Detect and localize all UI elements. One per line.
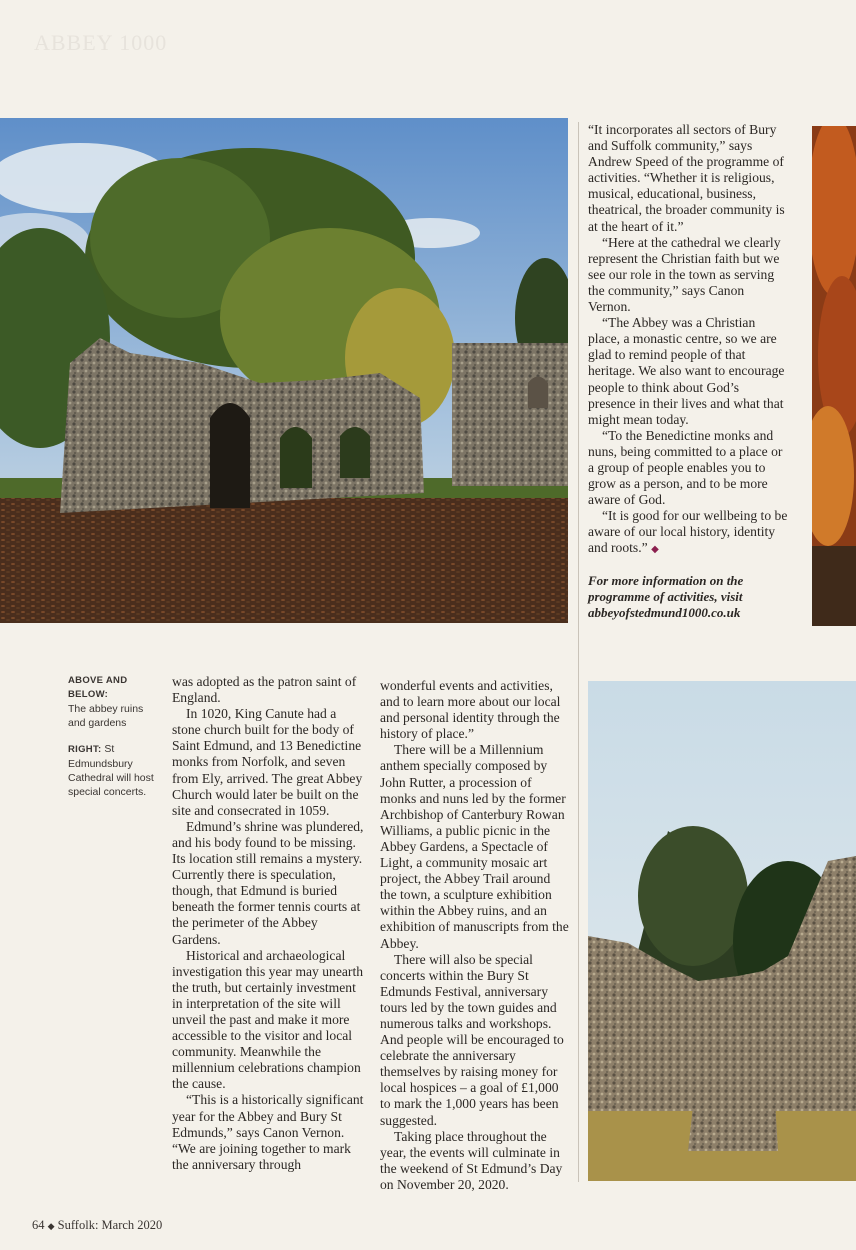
page-footer xyxy=(32,1218,162,1233)
body-paragraph: There will also be special concerts within the Bury St Edmunds Festival, anniversary tours led by the town guides and numerous talks and workshops. And people will be encouraged to celebrate the anniversary themselves by raising money for local hospices – a goal of £1,000 to mark the 1,000 years has been suggested. xyxy=(380,951,564,1128)
quote-paragraph: “It is good for our wellbeing to be aware of our local history, identity and roots.” ◆ xyxy=(588,508,788,556)
caption-label: ABOVE AND BELOW: xyxy=(68,675,128,700)
autumn-foliage-photo xyxy=(812,126,856,626)
abbey-ruins-photo xyxy=(0,118,568,623)
body-paragraph: Edmund’s shrine was plundered, and his body found to be missing. Its location still remains a mystery. Currently there is speculation, though, that Edmund is buried beneath the former tennis courts at the perimeter of the Abbey Gardens. xyxy=(172,818,364,947)
body-paragraph: Historical and archaeological investigation this year may unearth the truth, but certainly investment in interpretation of the site will unveil the past and make it more accessible to the visitor and local community. Meanwhile the millennium celebrations champion the cause. xyxy=(172,947,364,1092)
caption-right xyxy=(68,742,160,799)
quote-paragraph: “To the Benedictine monks and nuns, being committed to a place or a group of people enables you to grow as a person, and to be more aware of God. xyxy=(588,427,783,508)
abbey-gardens-photo xyxy=(588,681,856,1181)
body-paragraph: “This is a historically significant year for the Abbey and Bury St Edmunds,” says Canon Vernon. “We are joining together to mark the anniversary through xyxy=(172,1092,364,1172)
caption-label: RIGHT: xyxy=(68,744,102,755)
caption-text: St Edmundsbury Cathedral will host special concerts. xyxy=(68,743,154,798)
quote-column xyxy=(588,122,788,621)
body-column-2 xyxy=(380,678,570,1193)
quote-paragraph: “It incorporates all sectors of Bury and Suffolk community,” says Andrew Speed of the programme of activities. “Whether it is religious, musical, educational, business, theatrical, the broader community is at the heart of it.” xyxy=(588,122,785,234)
more-info-note: For more information on the programme of activities, visit abbeyofstedmund1000.co.uk xyxy=(588,572,744,620)
body-paragraph: Taking place throughout the year, the events will culminate in the weekend of St Edmund’s Day on November 20, 2020. xyxy=(380,1128,563,1192)
body-column-1 xyxy=(172,674,364,1173)
page-number: 64 xyxy=(32,1218,45,1232)
column-rule xyxy=(578,122,579,1182)
body-paragraph: wonderful events and activities, and to learn more about our local and personal identity through the history of place.” xyxy=(380,678,561,742)
separator-icon: ◆ xyxy=(47,1221,55,1231)
photo-captions xyxy=(68,674,160,811)
body-paragraph: In 1020, King Canute had a stone church built for the body of Saint Edmund, and 13 Benedictine monks from Norfolk, and seven from Ely, arrived. The great Abbey Church would later be built on the site and consecrated in 1059. xyxy=(172,706,363,818)
publication-name: Suffolk: March 2020 xyxy=(57,1218,163,1232)
end-mark-icon: ◆ xyxy=(651,544,659,556)
quote-paragraph: “The Abbey was a Christian place, a monastic centre, so we are glad to remind people of that heritage. We also want to encourage people to think about God’s presence in their lives and what that might mean today. xyxy=(588,315,785,427)
running-header: ABBEY 1000 xyxy=(34,30,168,55)
quote-paragraph: “Here at the cathedral we clearly represent the Christian faith but we see our role in the town as serving the community,” says Canon Vernon. xyxy=(588,234,781,315)
body-paragraph: was adopted as the patron saint of England. xyxy=(172,674,357,706)
body-paragraph: There will be a Millennium anthem specially composed by John Rutter, a procession of monks and nuns led by the former Archbishop of Canterbury Rowan Williams, a public picnic in the Abbey Gardens, a Spectacle of Light, a community mosaic art project, the Abbey Trail around the town, a sculpture exhibition within the Abbey ruins, and an exhibition of manuscripts from the Abbey. xyxy=(380,742,569,951)
caption-above-below xyxy=(68,674,160,730)
caption-text: The abbey ruins and gardens xyxy=(68,703,144,729)
